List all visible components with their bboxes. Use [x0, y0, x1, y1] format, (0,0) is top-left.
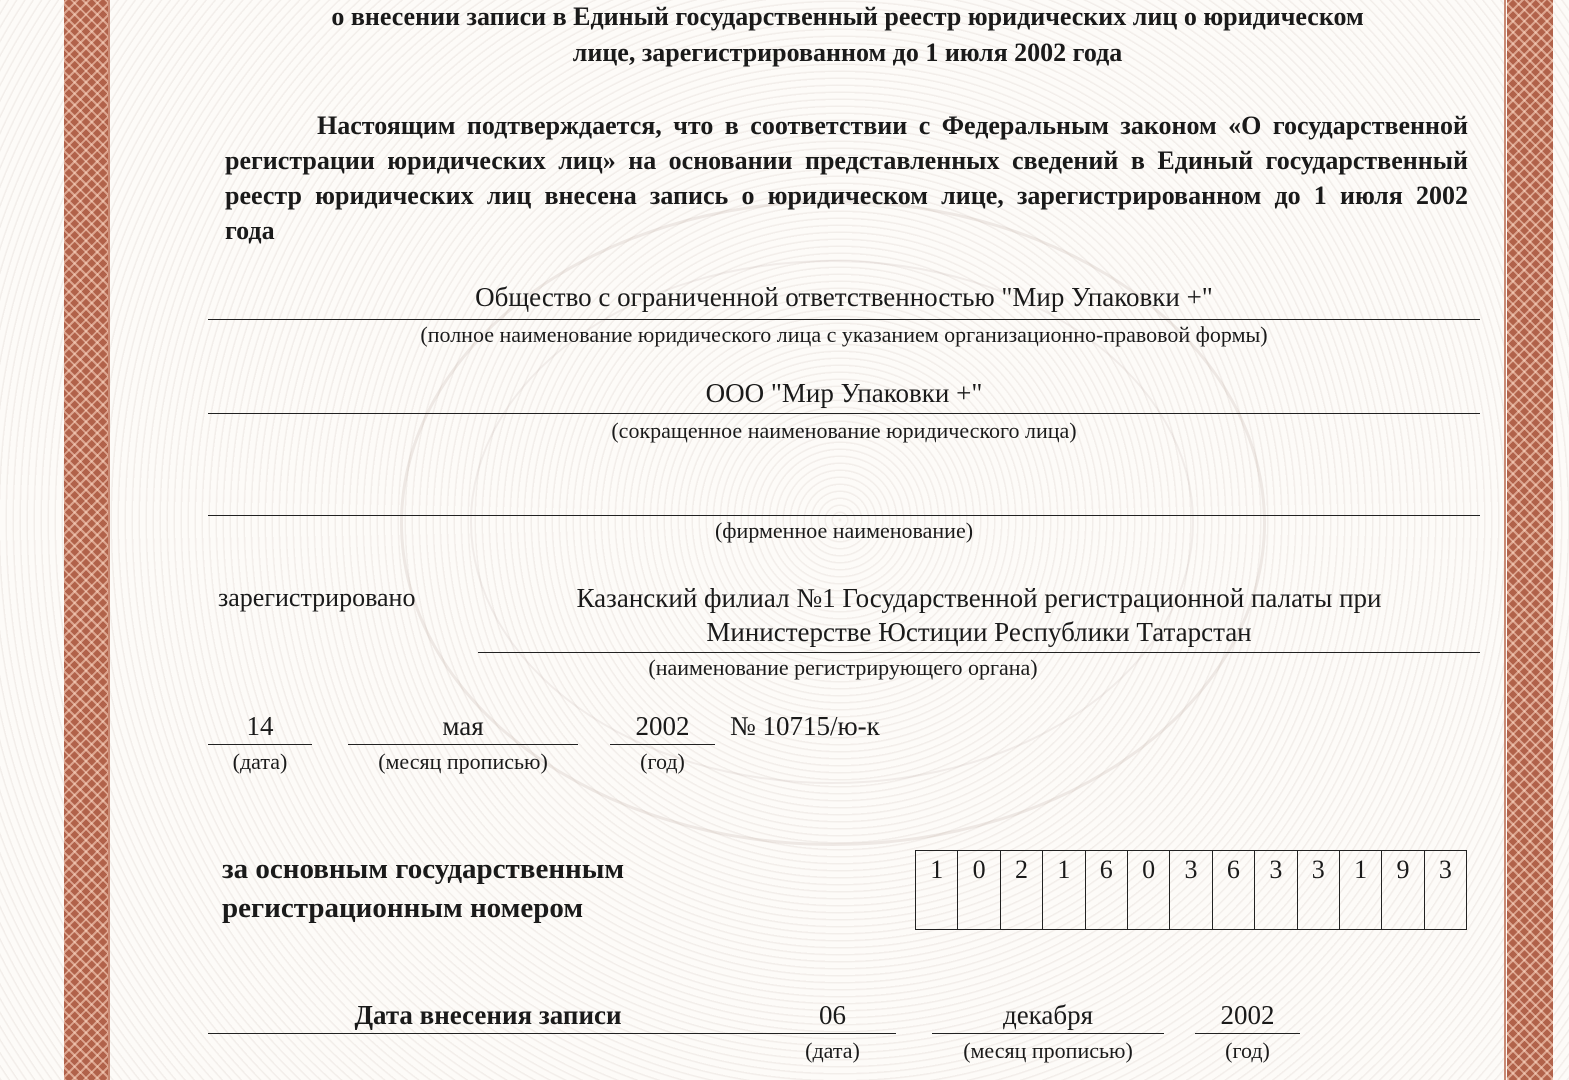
authority-line-1: Казанский филиал №1 Государственной регистрационной палаты при [576, 583, 1382, 613]
border-line-left [108, 0, 110, 1080]
ogrn-digit: 9 [1381, 851, 1423, 929]
brand-name-underline [208, 515, 1480, 516]
entry-year-caption: (год) [1225, 1038, 1270, 1063]
authority-underline [478, 652, 1480, 653]
reg-day-underline [208, 744, 312, 745]
authority-line-2: Министерстве Юстиции Республики Татарстан [706, 617, 1252, 647]
entry-day-value: 06 [819, 1000, 846, 1030]
registered-label: зарегистрировано [218, 583, 416, 612]
reg-day-caption: (дата) [232, 749, 288, 774]
ornamental-border-right [1507, 0, 1553, 1080]
entry-month-underline [932, 1033, 1164, 1034]
ornamental-border-left [64, 0, 108, 1080]
entry-day-caption: (дата) [805, 1038, 860, 1063]
ogrn-digit: 0 [1127, 851, 1169, 929]
ogrn-digit: 3 [1169, 851, 1211, 929]
ogrn-digit: 1 [1339, 851, 1381, 929]
authority-caption: (наименование регистрирующего органа) [648, 655, 1038, 680]
short-name-caption: (сокращенное наименование юридического лица) [611, 418, 1077, 443]
full-name-caption: (полное наименование юридического лица с указанием организационно-правовой формы) [420, 322, 1268, 347]
entry-month-value: декабря [1002, 1000, 1094, 1030]
ogrn-digit: 1 [930, 855, 944, 884]
entry-year-underline [1195, 1033, 1300, 1034]
short-name-underline [208, 413, 1480, 414]
ogrn-digit: 1 [1042, 851, 1084, 929]
brand-name-caption: (фирменное наименование) [714, 518, 974, 543]
reg-month-caption: (месяц прописью) [378, 749, 548, 774]
reg-year-underline [610, 744, 715, 745]
header-line-1: о внесении записи в Единый государственный реестр юридических лиц о юридическом [331, 2, 1364, 31]
ogrn-digit: 2 [1000, 851, 1042, 929]
reg-day-value: 14 [246, 711, 274, 741]
entry-year-value: 2002 [1220, 1000, 1275, 1030]
reg-year-value: 2002 [635, 711, 690, 741]
entry-label-underline [208, 1033, 896, 1034]
entry-month-caption: (месяц прописью) [963, 1038, 1133, 1063]
ogrn-digit: 3 [1297, 851, 1339, 929]
intro-paragraph: Настоящим подтверждается, что в соответствии с Федеральным законом «О государственной регистрации юридических лиц» на основании представленных сведений в Единый государственный реестр юридических лиц внесена запись о юридическом лице, зарегистрированном до 1 июля 2002 года [225, 111, 1468, 245]
full-name-value: Общество с ограниченной ответственностью "Мир Упаковки +" [475, 282, 1213, 312]
reg-year-caption: (год) [640, 749, 685, 774]
reg-number: № 10715/ю-к [730, 711, 880, 741]
ogrn-digit: 6 [1085, 851, 1127, 929]
ogrn-digit: 3 [1254, 851, 1296, 929]
ogrn-label-line-1: за основным государственным [222, 853, 625, 885]
ogrn-digit: 6 [1212, 851, 1254, 929]
entry-date-label: Дата внесения записи [354, 1000, 622, 1030]
reg-month-underline [348, 744, 578, 745]
border-line-right [1504, 0, 1506, 1080]
ogrn-digit: 3 [1424, 851, 1466, 929]
ogrn-label-line-2: регистрационным номером [222, 892, 584, 924]
reg-month-value: мая [442, 711, 484, 741]
ogrn-digit: 0 [957, 851, 999, 929]
full-name-underline [208, 319, 1480, 320]
header-line-2: лице, зарегистрированном до 1 июля 2002 года [572, 38, 1123, 67]
short-name-value: ООО "Мир Упаковки +" [705, 378, 983, 408]
ogrn-digit-grid [915, 850, 1467, 930]
